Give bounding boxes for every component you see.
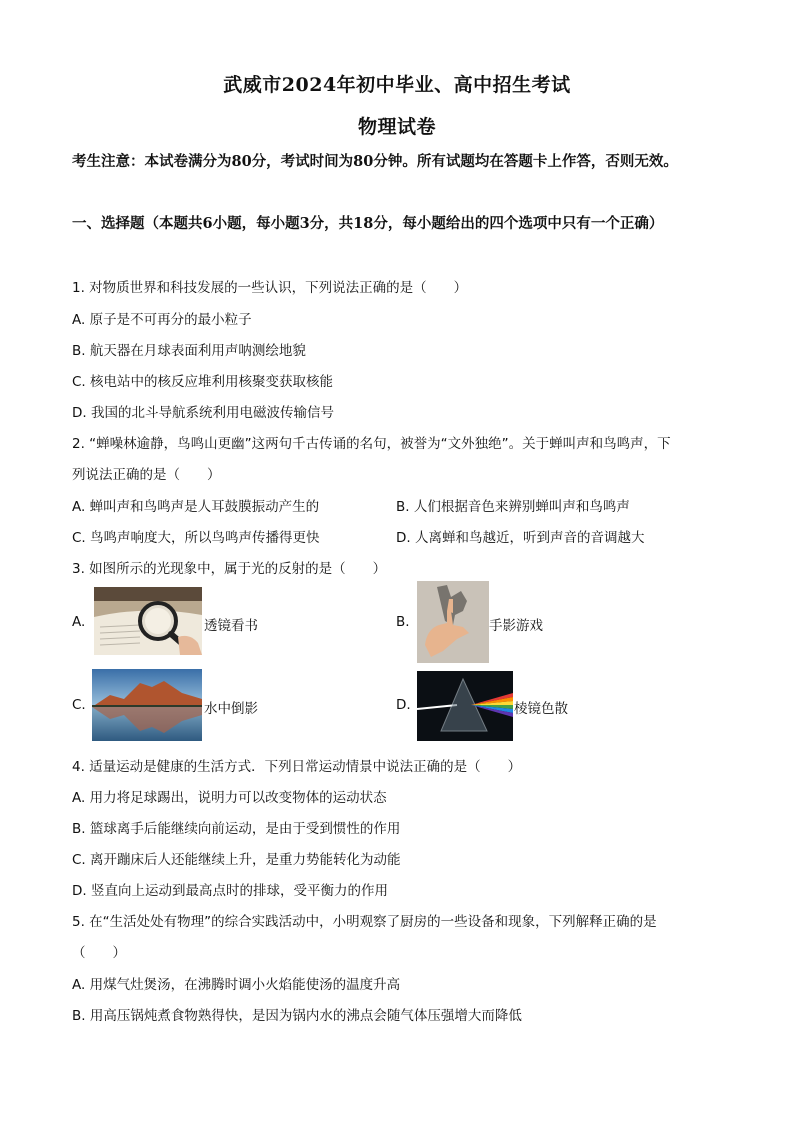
q3-option-d-label: D. [396,697,411,713]
q4-option-a: A. 用力将足球踢出，说明力可以改变物体的运动状态 [72,790,387,806]
q3-option-c-label: C. [72,697,86,713]
q3-option-a-caption: 透镜看书 [204,618,258,634]
q1-stem: 1. 对物质世界和科技发展的一些认识，下列说法正确的是（ ） [72,280,468,296]
q5-stem-line1: 5. 在“生活处处有物理”的综合实践活动中，小明观察了厨房的一些设备和现象，下列解释正确的是 [72,914,657,930]
q1-option-c: C. 核电站中的核反应堆利用核聚变获取核能 [72,374,334,390]
candidate-notice: 考生注意：本试卷满分为80分，考试时间为80分钟。所有试题均在答题卡上作答，否则无效。 [72,153,678,170]
q5-option-a: A. 用煤气灶煲汤，在沸腾时调小火焰能使汤的温度升高 [72,977,401,993]
q1-option-d: D. 我国的北斗导航系统利用电磁波传输信号 [72,405,334,421]
exam-title: 武威市2024年初中毕业、高中招生考试 [223,74,571,96]
q3-option-d-caption: 棱镜色散 [514,701,568,717]
q2-option-c: C. 鸟鸣声响度大，所以鸟鸣声传播得更快 [72,530,320,546]
q3-option-a-label: A. [72,614,86,630]
prism-dispersion-image [417,671,513,741]
q4-option-d: D. 竖直向上运动到最高点时的排球，受平衡力的作用 [72,883,388,899]
q4-stem: 4. 适量运动是健康的生活方式．下列日常运动情景中说法正确的是（ ） [72,759,522,775]
q3-option-c-caption: 水中倒影 [204,701,258,717]
q3-option-b-label: B. [396,614,410,630]
q2-option-d: D. 人离蝉和鸟越近，听到声音的音调越大 [396,530,645,546]
q2-option-b: B. 人们根据音色来辨别蝉叫声和鸟鸣声 [396,499,630,515]
q3-option-b-caption: 手影游戏 [489,618,543,634]
section-heading: 一、选择题（本题共6小题，每小题3分，共18分，每小题给出的四个选项中只有一个正确） [72,215,664,232]
q1-option-a: A. 原子是不可再分的最小粒子 [72,312,252,328]
q4-option-c: C. 离开蹦床后人还能继续上升，是重力势能转化为动能 [72,852,401,868]
q4-option-b: B. 篮球离手后能继续向前运动，是由于受到惯性的作用 [72,821,401,837]
q1-option-b: B. 航天器在月球表面利用声呐测绘地貌 [72,343,306,359]
q2-stem-line2: 列说法正确的是（ ） [72,467,221,483]
magnifier-book-image [94,587,202,655]
q2-stem-line1: 2. “蝉噪林逾静，鸟鸣山更幽”这两句千古传诵的名句，被誉为“文外独绝”。关于蝉叫声和鸟鸣声，下 [72,436,671,452]
q2-option-a: A. 蝉叫声和鸟鸣声是人耳鼓膜振动产生的 [72,499,320,515]
q5-option-b: B. 用高压锅炖煮食物熟得快，是因为锅内水的沸点会随气体压强增大而降低 [72,1008,522,1024]
q5-stem-line2: （ ） [72,945,126,961]
mountain-reflection-image [92,669,202,741]
exam-subtitle: 物理试卷 [357,116,436,138]
q3-stem: 3. 如图所示的光现象中，属于光的反射的是（ ） [72,561,387,577]
hand-shadow-image [417,581,489,663]
